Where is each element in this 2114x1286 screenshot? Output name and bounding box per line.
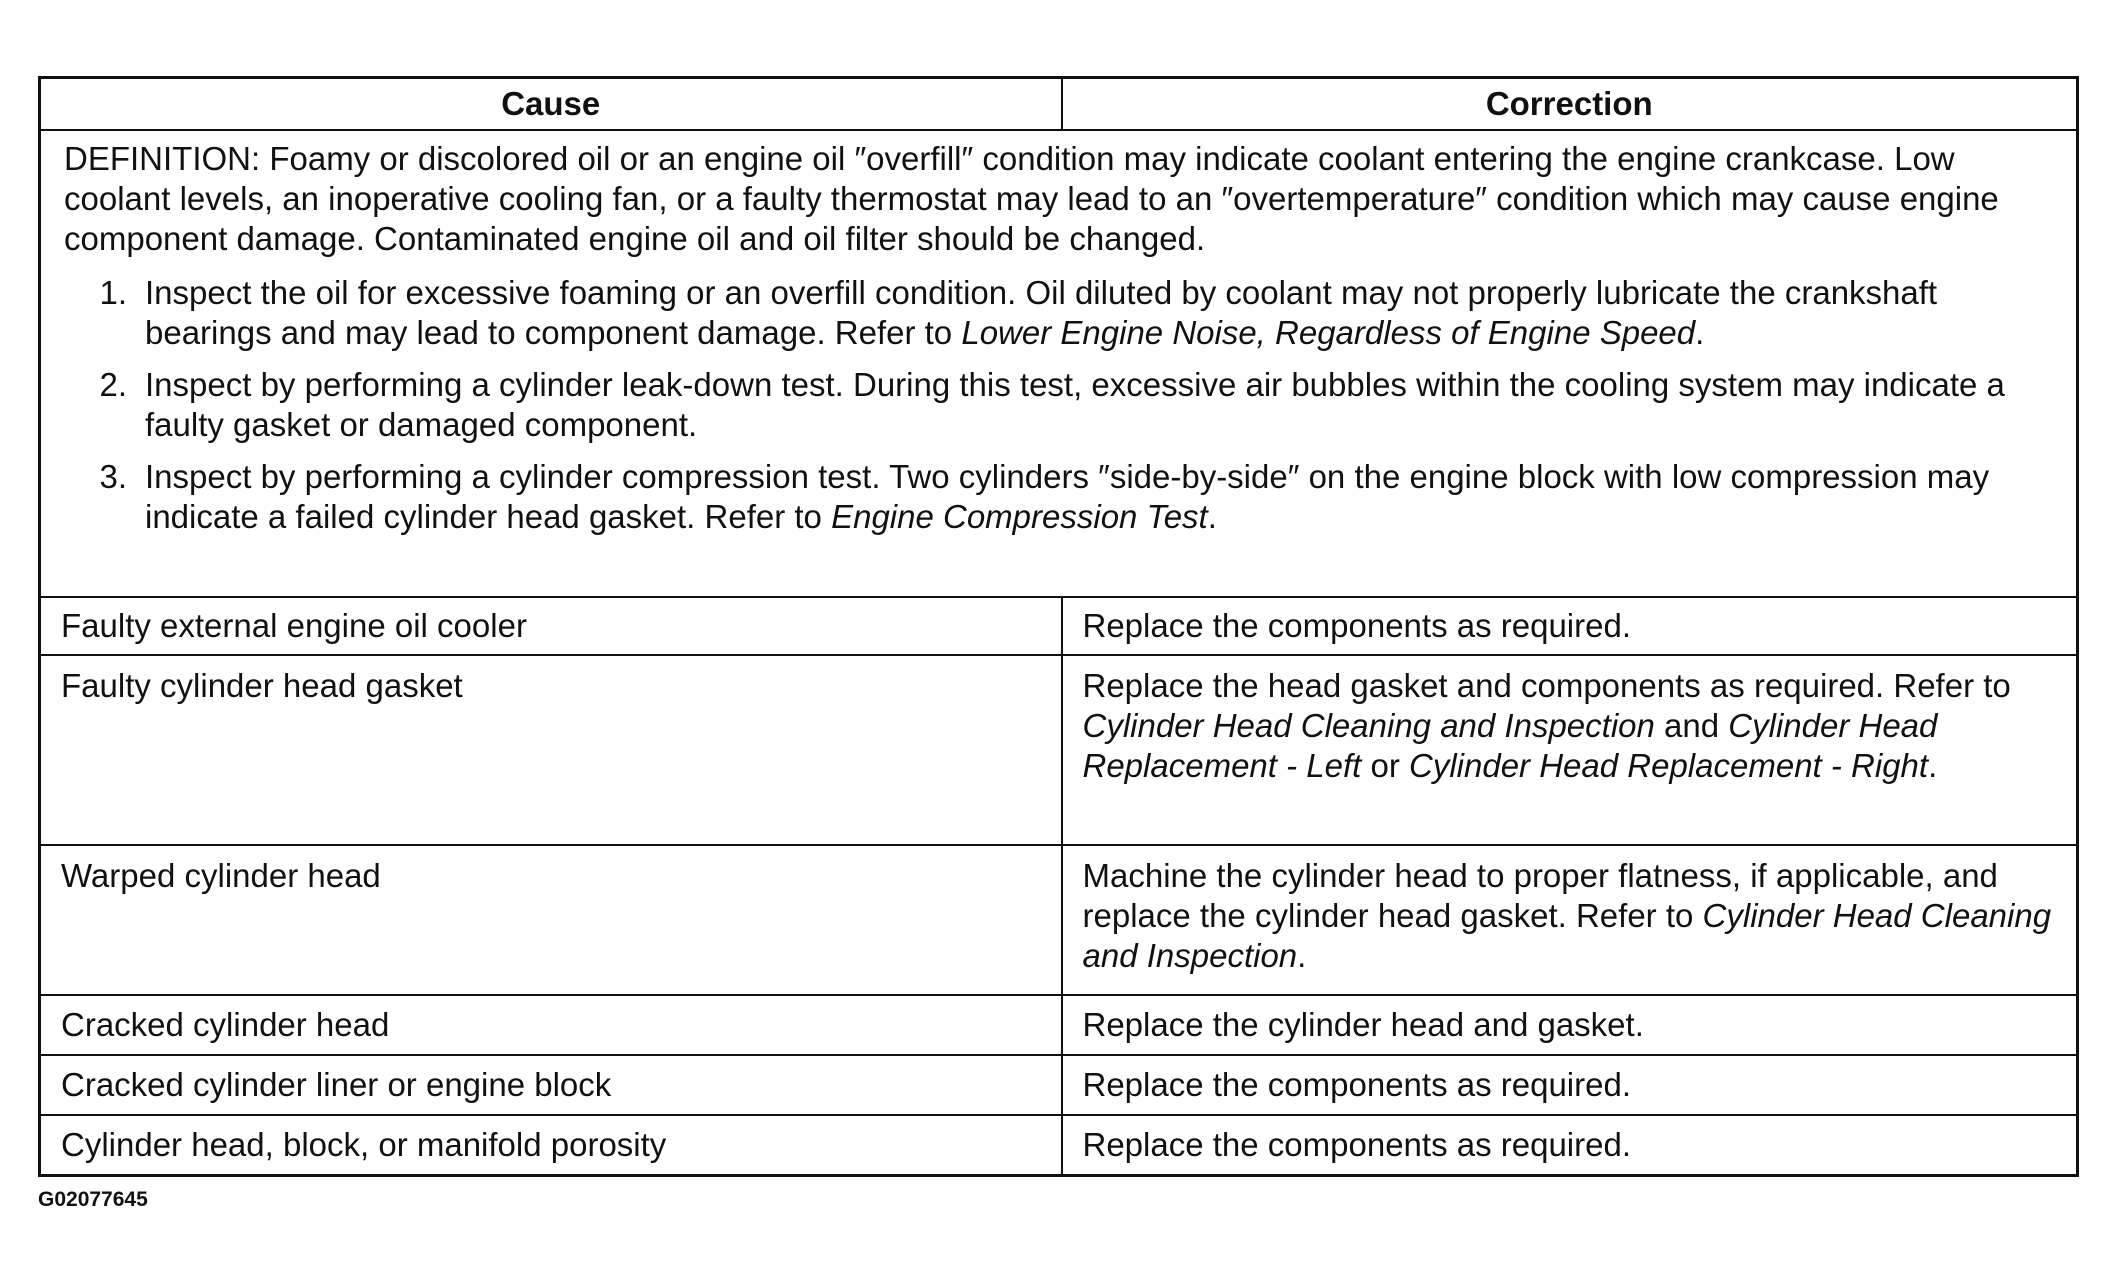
correction-cell: Replace the components as required. (1062, 597, 2078, 655)
diagnostic-table (38, 76, 2079, 1177)
correction-text: . (1297, 937, 1307, 974)
cause-cell: Faulty cylinder head gasket (40, 655, 1062, 845)
correction-cell: Replace the cylinder head and gasket. (1062, 995, 2078, 1055)
definition-cell (40, 130, 2078, 597)
step-number: 3. (99, 458, 127, 495)
table-row (40, 1115, 2078, 1176)
correction-text: Machine the cylinder head to proper flatness, if applicable, and replace the cylinder head gasket. Refer to (1082, 857, 1998, 934)
correction-cell (1062, 655, 2078, 845)
correction-header: Correction (1062, 78, 2078, 131)
step-text (145, 457, 2058, 537)
correction-reference: Cylinder Head Cleaning and Inspection (1082, 707, 1655, 744)
correction-text: and (1654, 707, 1729, 744)
inspection-steps (64, 273, 2058, 537)
correction-cell (1062, 845, 2078, 995)
step-item (64, 457, 2058, 537)
definition-text: DEFINITION: Foamy or discolored oil or an engine oil ″overfill″ condition may indicate coolant entering the engine crankcase. Low coolant levels, an inoperative cooling fan, or a faulty thermostat may lead to an ″overtemperature″ condition which may cause engine component damage. Contaminated engine oil and oil filter should be changed. (64, 140, 1999, 257)
step-end: . (1695, 314, 1705, 351)
correction-reference: Cylinder Head Cleaning and Inspection (1082, 897, 2052, 974)
table-row (40, 655, 2078, 845)
step-number: 2. (99, 366, 127, 403)
figure-id: G02077645 (38, 1188, 148, 1211)
correction-cell: Replace the components as required. (1062, 1055, 2078, 1115)
cause-cell: Cylinder head, block, or manifold porosity (40, 1115, 1062, 1176)
step-reference: Engine Compression Test (831, 498, 1208, 535)
table-header-row (40, 78, 2078, 131)
correction-reference: Cylinder Head Replacement - Left (1082, 707, 1938, 784)
step-text (145, 273, 2058, 353)
cause-cell: Faulty external engine oil cooler (40, 597, 1062, 655)
step-body: Inspect by performing a cylinder compression test. Two cylinders ″side-by-side″ on the engine block with low compression may indicate a failed cylinder head gasket. Refer to (145, 458, 1990, 535)
step-item (64, 365, 2058, 445)
cause-cell: Warped cylinder head (40, 845, 1062, 995)
correction-text: Replace the head gasket and components as required. Refer to (1082, 667, 2011, 704)
cause-cell: Cracked cylinder head (40, 995, 1062, 1055)
correction-reference: Cylinder Head Replacement - Right (1409, 747, 1929, 784)
step-number: 1. (99, 274, 127, 311)
correction-cell: Replace the components as required. (1062, 1115, 2078, 1176)
step-reference: Lower Engine Noise, Regardless of Engine Speed (961, 314, 1696, 351)
step-text: Inspect by performing a cylinder leak-down test. During this test, excessive air bubbles within the cooling system may indicate a faulty gasket or damaged component. (145, 366, 2005, 443)
correction-text: or (1361, 747, 1409, 784)
step-body: Inspect the oil for excessive foaming or an overfill condition. Oil diluted by coolant may not properly lubricate the crankshaft bearings and may lead to component damage. Refer to (145, 274, 1938, 351)
cause-header: Cause (40, 78, 1062, 131)
correction-text: . (1928, 747, 1938, 784)
table-row (40, 597, 2078, 655)
definition-row (40, 130, 2078, 597)
step-item (64, 273, 2058, 353)
table-row (40, 845, 2078, 995)
cause-cell: Cracked cylinder liner or engine block (40, 1055, 1062, 1115)
step-end: . (1207, 498, 1217, 535)
table-row (40, 1055, 2078, 1115)
table-row (40, 995, 2078, 1055)
